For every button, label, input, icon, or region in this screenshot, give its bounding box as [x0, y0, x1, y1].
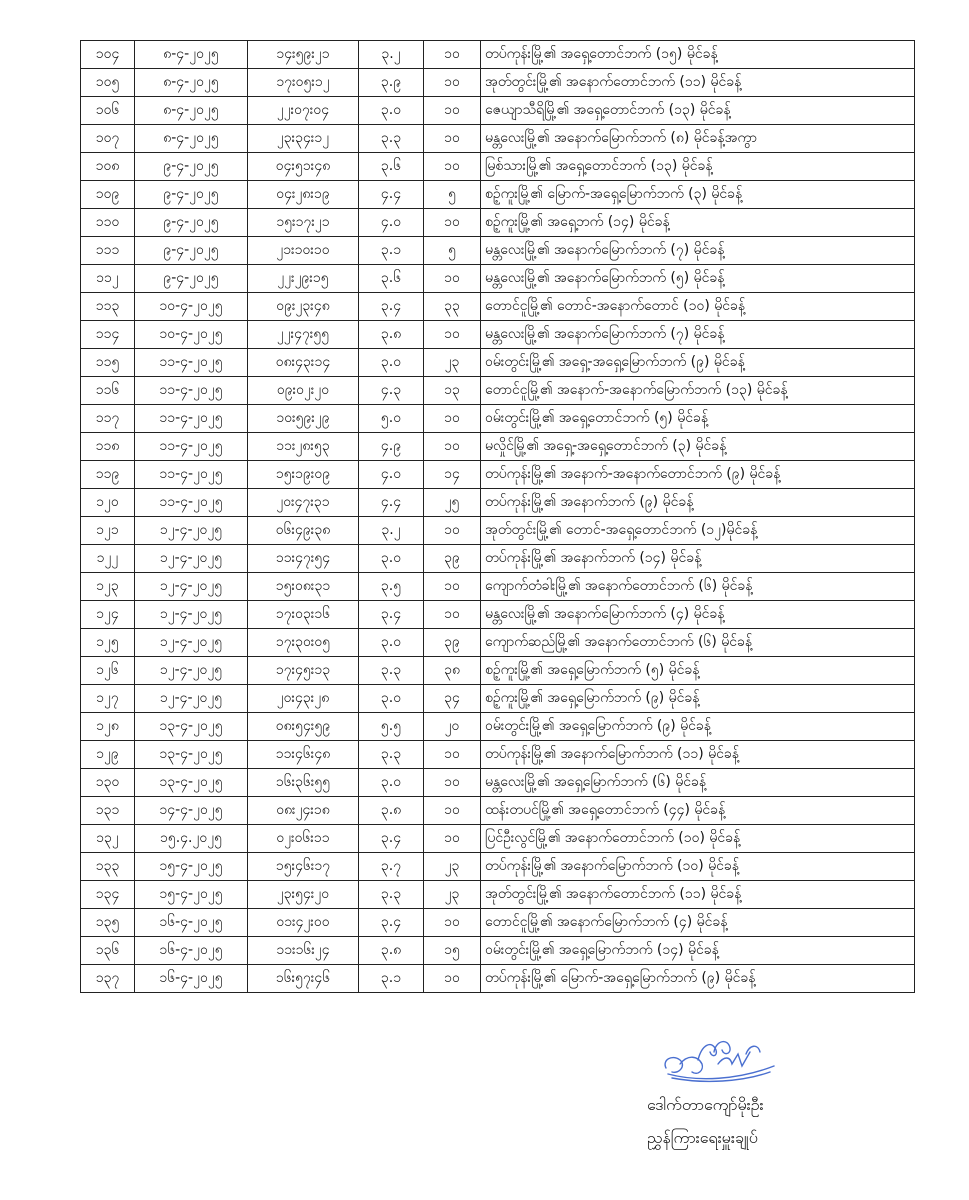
table-row	[81, 293, 915, 321]
table-row	[81, 181, 915, 209]
row-number: ၁၁၃	[81, 293, 135, 321]
table-row	[81, 965, 915, 993]
row-date: ၁၁-၄-၂၀၂၅	[135, 489, 248, 517]
earthquake-table	[80, 40, 915, 993]
row-location: မြစ်သားမြို့၏ အရှေ့တောင်ဘက် (၁၃) မိုင်ခန့်	[481, 153, 915, 181]
row-date: ၁၂-၄-၂၀၂၅	[135, 545, 248, 573]
row-date: ၁၁-၄-၂၀၂၅	[135, 405, 248, 433]
row-time: ၁၆း၃၆း၅၅	[248, 769, 359, 797]
row-time: ၁၇း၃၀း၀၅	[248, 629, 359, 657]
row-depth: ၁၀	[424, 41, 481, 69]
row-time: ၂၂း၄၇း၅၅	[248, 321, 359, 349]
row-number: ၁၀၄	[81, 41, 135, 69]
row-number: ၁၃၅	[81, 909, 135, 937]
table-row	[81, 237, 915, 265]
row-magnitude: ၄.၀	[359, 209, 424, 237]
row-depth: ၂၃	[424, 881, 481, 909]
row-time: ၁၇း၄၅း၁၃	[248, 657, 359, 685]
row-time: ၂၂း၀၇း၀၄	[248, 97, 359, 125]
row-location: တပ်ကုန်းမြို့၏ အနောက်ဘက် (၉) မိုင်ခန့်	[481, 489, 915, 517]
row-location: ကျောက်တံခါးမြို့၏ အနောက်တောင်ဘက် (၆) မိုင်ခန့်	[481, 573, 915, 601]
row-magnitude: ၃.၆	[359, 153, 424, 181]
row-date: ၁၂-၄-၂၀၂၅	[135, 685, 248, 713]
row-number: ၁၀၇	[81, 125, 135, 153]
row-location: ဝမ်းတွင်းမြို့၏ အရှေ့တောင်ဘက် (၅) မိုင်ခန့်	[481, 405, 915, 433]
row-date: ၁၃-၄-၂၀၂၅	[135, 741, 248, 769]
row-date: ၈-၄-၂၀၂၅	[135, 41, 248, 69]
table-row	[81, 601, 915, 629]
row-time: ၁၄း၅၉း၂၁	[248, 41, 359, 69]
row-time: ၂၃း၃၄း၁၂	[248, 125, 359, 153]
row-time: ၁၁း၄၇း၅၄	[248, 545, 359, 573]
row-number: ၁၃၁	[81, 797, 135, 825]
table-row	[81, 125, 915, 153]
row-depth: ၅	[424, 181, 481, 209]
row-location: တပ်ကုန်းမြို့၏ အနောက်-အနောက်တောင်ဘက် (၉) မိုင်ခန့်	[481, 461, 915, 489]
row-time: ၀၈း၂၄း၁၈	[248, 797, 359, 825]
row-date: ၉-၄-၂၀၂၅	[135, 265, 248, 293]
row-magnitude: ၃.၀	[359, 545, 424, 573]
row-date: ၁၁-၄-၂၀၂၅	[135, 349, 248, 377]
row-number: ၁၂၄	[81, 601, 135, 629]
row-date: ၁၃-၄-၂၀၂၅	[135, 769, 248, 797]
row-magnitude: ၃.၄	[359, 293, 424, 321]
table-row	[81, 629, 915, 657]
row-depth: ၁၃	[424, 377, 481, 405]
row-location: မလှိုင်မြို့၏ အရှေ့-အရှေ့တောင်ဘက် (၃) မိုင်ခန့်	[481, 433, 915, 461]
row-magnitude: ၄.၄	[359, 181, 424, 209]
row-date: ၁၀-၄-၂၀၂၅	[135, 293, 248, 321]
row-depth: ၁၀	[424, 433, 481, 461]
row-date: ၁၀-၄-၂၀၂၅	[135, 321, 248, 349]
row-number: ၁၃၄	[81, 881, 135, 909]
row-time: ၂၁း၁၀း၁၀	[248, 237, 359, 265]
row-location: တပ်ကုန်းမြို့၏ အနောက်ဘက် (၁၄) မိုင်ခန့်	[481, 545, 915, 573]
row-depth: ၂၃	[424, 349, 481, 377]
row-magnitude: ၃.၁	[359, 965, 424, 993]
table-row	[81, 209, 915, 237]
table-row	[81, 825, 915, 853]
table-row	[81, 97, 915, 125]
row-time: ၀၁း၄၂း၀၀	[248, 909, 359, 937]
row-date: ၁၃-၄-၂၀၂၅	[135, 713, 248, 741]
row-time: ၁၅း၁၉း၀၉	[248, 461, 359, 489]
row-location: ပြင်ဦးလွင်မြို့၏ အနောက်တောင်ဘက် (၁၀) မိုင်ခန့်	[481, 825, 915, 853]
row-depth: ၁၀	[424, 769, 481, 797]
row-number: ၁၂၆	[81, 657, 135, 685]
row-depth: ၁၀	[424, 909, 481, 937]
row-depth: ၁၀	[424, 517, 481, 545]
row-magnitude: ၃.၃	[359, 741, 424, 769]
row-time: ၁၁း၄၆း၄၈	[248, 741, 359, 769]
row-magnitude: ၃.၀	[359, 97, 424, 125]
row-time: ၁၆း၅၇း၄၆	[248, 965, 359, 993]
table-row	[81, 545, 915, 573]
row-location: တောင်ငူမြို့၏ အနောက်မြောက်ဘက် (၄) မိုင်ခန့်	[481, 909, 915, 937]
row-time: ၁၁း၂၈း၅၃	[248, 433, 359, 461]
row-depth: ၁၀	[424, 965, 481, 993]
row-number: ၁၀၈	[81, 153, 135, 181]
row-magnitude: ၄.၉	[359, 433, 424, 461]
table-row	[81, 881, 915, 909]
signer-title: ညွှန်ကြားရေးမှူးချုပ်	[647, 1128, 758, 1147]
row-date: ၁၂-၄-၂၀၂၅	[135, 657, 248, 685]
row-magnitude: ၄.၄	[359, 489, 424, 517]
row-date: ၈-၄-၂၀၂၅	[135, 97, 248, 125]
row-location: မန္တလေးမြို့၏ အနောက်မြောက်ဘက် (၄) မိုင်ခန့်	[481, 601, 915, 629]
row-magnitude: ၃.၈	[359, 797, 424, 825]
row-number: ၁၀၅	[81, 69, 135, 97]
table-row	[81, 433, 915, 461]
row-magnitude: ၃.၀	[359, 349, 424, 377]
table-row	[81, 41, 915, 69]
row-magnitude: ၅.၅	[359, 713, 424, 741]
row-depth: ၁၀	[424, 573, 481, 601]
row-depth: ၁၀	[424, 97, 481, 125]
row-magnitude: ၃.၆	[359, 265, 424, 293]
row-number: ၁၁၄	[81, 321, 135, 349]
earthquake-table-body	[81, 41, 915, 993]
row-magnitude: ၃.၄	[359, 825, 424, 853]
row-depth: ၁၀	[424, 125, 481, 153]
row-depth: ၁၀	[424, 825, 481, 853]
row-location: အုတ်တွင်းမြို့၏ အနောက်တောင်ဘက် (၁၁) မိုင်ခန့်	[481, 881, 915, 909]
row-date: ၁၅-၄-၂၀၂၅	[135, 881, 248, 909]
row-time: ၁၅း၁၇း၂၁	[248, 209, 359, 237]
row-magnitude: ၃.၄	[359, 909, 424, 937]
table-row	[81, 909, 915, 937]
row-depth: ၁၅	[424, 937, 481, 965]
row-time: ၀၉း၀၂း၂၀	[248, 377, 359, 405]
table-row	[81, 713, 915, 741]
row-date: ၉-၄-၂၀၂၅	[135, 153, 248, 181]
row-location: စဉ့်ကူးမြို့၏ မြောက်-အရှေ့မြောက်ဘက် (၃) မိုင်ခန့်	[481, 181, 915, 209]
row-depth: ၁၀	[424, 265, 481, 293]
row-location: တောင်ငူမြို့၏ တောင်-အနောက်တောင် (၁၀) မိုင်ခန့်	[481, 293, 915, 321]
row-date: ၉-၄-၂၀၂၅	[135, 181, 248, 209]
row-depth: ၂၅	[424, 489, 481, 517]
row-magnitude: ၃.၈	[359, 937, 424, 965]
table-row	[81, 657, 915, 685]
handwritten-signature-icon	[658, 1030, 778, 1086]
row-time: ၁၇း၀၃း၁၆	[248, 601, 359, 629]
row-number: ၁၃၂	[81, 825, 135, 853]
row-location: ဝမ်းတွင်းမြို့၏ အရှေ့-အရှေ့မြောက်ဘက် (၉) မိုင်ခန့်	[481, 349, 915, 377]
row-location: ဝမ်းတွင်းမြို့၏ အရှေ့မြောက်ဘက် (၁၄) မိုင်ခန့်	[481, 937, 915, 965]
table-row	[81, 265, 915, 293]
row-depth: ၂၀	[424, 713, 481, 741]
row-location: တပ်ကုန်းမြို့၏ အနောက်မြောက်ဘက် (၁၀) မိုင်ခန့်	[481, 853, 915, 881]
row-magnitude: ၃.၇	[359, 853, 424, 881]
row-location: မန္တလေးမြို့၏ အရှေ့မြောက်ဘက် (၆) မိုင်ခန့်	[481, 769, 915, 797]
row-depth: ၁၀	[424, 741, 481, 769]
row-number: ၁၃၆	[81, 937, 135, 965]
row-depth: ၃၉	[424, 629, 481, 657]
row-number: ၁၃၀	[81, 769, 135, 797]
row-date: ၁၂-၄-၂၀၂၅	[135, 629, 248, 657]
row-location: အုတ်တွင်းမြို့၏ အနောက်တောင်ဘက် (၁၁) မိုင်ခန့်	[481, 69, 915, 97]
row-number: ၁၂၂	[81, 545, 135, 573]
row-number: ၁၁၈	[81, 433, 135, 461]
row-time: ၁၁း၁၆း၂၄	[248, 937, 359, 965]
row-time: ၂၃း၅၄း၂၀	[248, 881, 359, 909]
row-date: ၁၁-၄-၂၀၂၅	[135, 377, 248, 405]
row-depth: ၃၈	[424, 657, 481, 685]
table-row	[81, 797, 915, 825]
row-magnitude: ၄.၀	[359, 461, 424, 489]
table-row	[81, 741, 915, 769]
row-magnitude: ၃.၃	[359, 657, 424, 685]
row-depth: ၁၀	[424, 797, 481, 825]
row-time: ၀၄း၅၁း၄၈	[248, 153, 359, 181]
row-depth: ၁၀	[424, 153, 481, 181]
row-time: ၁၀း၅၉း၂၉	[248, 405, 359, 433]
row-time: ၀၄း၂၈း၁၉	[248, 181, 359, 209]
row-number: ၁၁၀	[81, 209, 135, 237]
table-row	[81, 461, 915, 489]
row-date: ၁၆-၄-၂၀၂၅	[135, 909, 248, 937]
row-date: ၁၂-၄-၂၀၂၅	[135, 573, 248, 601]
row-number: ၁၁၅	[81, 349, 135, 377]
row-magnitude: ၃.၀	[359, 629, 424, 657]
row-date: ၁၁-၄-၂၀၂၅	[135, 433, 248, 461]
table-row	[81, 685, 915, 713]
row-depth: ၅	[424, 237, 481, 265]
table-row	[81, 573, 915, 601]
row-number: ၁၀၆	[81, 97, 135, 125]
row-number: ၁၂၁	[81, 517, 135, 545]
table-row	[81, 349, 915, 377]
table-row	[81, 489, 915, 517]
row-number: ၁၂၅	[81, 629, 135, 657]
row-date: ၉-၄-၂၀၂၅	[135, 237, 248, 265]
row-magnitude: ၃.၂	[359, 517, 424, 545]
row-magnitude: ၃.၂	[359, 41, 424, 69]
row-date: ၉-၄-၂၀၂၅	[135, 209, 248, 237]
row-depth: ၁၀	[424, 69, 481, 97]
row-depth: ၁၀	[424, 209, 481, 237]
row-depth: ၃၉	[424, 545, 481, 573]
table-row	[81, 769, 915, 797]
table-row	[81, 377, 915, 405]
row-location: အုတ်တွင်းမြို့၏ တောင်-အရှေ့တောင်ဘက် (၁၂)မိုင်ခန့်	[481, 517, 915, 545]
row-time: ၁၇း၀၅း၁၂	[248, 69, 359, 97]
row-location: တပ်ကုန်းမြို့၏ အနောက်မြောက်ဘက် (၁၁) မိုင်ခန့်	[481, 741, 915, 769]
row-time: ၀၈း၅၄း၅၉	[248, 713, 359, 741]
row-location: ထန်းတပင်မြို့၏ အရှေ့တောင်ဘက် (၄၄) မိုင်ခန့်	[481, 797, 915, 825]
row-magnitude: ၅.၀	[359, 405, 424, 433]
row-number: ၁၀၉	[81, 181, 135, 209]
row-time: ၀၉း၂၃း၄၈	[248, 293, 359, 321]
row-location: ဝမ်းတွင်းမြို့၏ အရှေ့မြောက်ဘက် (၉) မိုင်ခန့်	[481, 713, 915, 741]
row-number: ၁၃၃	[81, 853, 135, 881]
row-location: စဉ့်ကူးမြို့၏ အရှေ့မြောက်ဘက် (၅) မိုင်ခန့်	[481, 657, 915, 685]
table-row	[81, 937, 915, 965]
row-number: ၁၁၁	[81, 237, 135, 265]
table-row	[81, 405, 915, 433]
row-date: ၁၆-၄-၂၀၂၅	[135, 937, 248, 965]
table-row	[81, 853, 915, 881]
row-time: ၀၂း၀၆း၁၁	[248, 825, 359, 853]
row-location: ကျောက်ဆည်မြို့၏ အနောက်တောင်ဘက် (၆) မိုင်ခန့်	[481, 629, 915, 657]
row-location: တပ်ကုန်းမြို့၏ အရှေ့တောင်ဘက် (၁၅) မိုင်ခန့်	[481, 41, 915, 69]
signer-name: ဒေါက်တာကျော်မိုးဦး	[647, 1095, 764, 1114]
table-row	[81, 153, 915, 181]
row-number: ၁၁၇	[81, 405, 135, 433]
row-magnitude: ၃.၄	[359, 601, 424, 629]
row-depth: ၁၀	[424, 405, 481, 433]
row-depth: ၁၀	[424, 601, 481, 629]
row-date: ၁၂-၄-၂၀၂၅	[135, 601, 248, 629]
row-location: မန္တလေးမြို့၏ အနောက်မြောက်ဘက် (၇) မိုင်ခန့်	[481, 237, 915, 265]
row-date: ၈-၄-၂၀၂၅	[135, 69, 248, 97]
table-row	[81, 321, 915, 349]
row-time: ၁၅း၄၆း၁၇	[248, 853, 359, 881]
row-number: ၁၂၉	[81, 741, 135, 769]
row-location: စဉ့်ကူးမြို့၏ အရှေ့ဘက် (၁၄) မိုင်ခန့်	[481, 209, 915, 237]
row-number: ၁၁၆	[81, 377, 135, 405]
row-magnitude: ၃.၃	[359, 125, 424, 153]
row-depth: ၁၀	[424, 321, 481, 349]
row-time: ၂၀း၄၃း၂၈	[248, 685, 359, 713]
row-magnitude: ၃.၃	[359, 881, 424, 909]
row-number: ၁၂၀	[81, 489, 135, 517]
row-date: ၁၆-၄-၂၀၂၅	[135, 965, 248, 993]
row-number: ၁၁၂	[81, 265, 135, 293]
row-number: ၁၂၈	[81, 713, 135, 741]
row-location: စဉ့်ကူးမြို့၏ အရှေ့မြောက်ဘက် (၉) မိုင်ခန့်	[481, 685, 915, 713]
row-date: ၁၅.၄.၂၀၂၅	[135, 825, 248, 853]
row-location: မန္တလေးမြို့၏ အနောက်မြောက်ဘက် (၅) မိုင်ခန့်	[481, 265, 915, 293]
row-number: ၁၁၉	[81, 461, 135, 489]
row-location: မန္တလေးမြို့၏ အနောက်မြောက်ဘက် (၇) မိုင်ခန့်	[481, 321, 915, 349]
row-magnitude: ၃.၈	[359, 321, 424, 349]
row-magnitude: ၃.၁	[359, 237, 424, 265]
row-number: ၁၃၇	[81, 965, 135, 993]
row-time: ၂၀း၄၇း၃၁	[248, 489, 359, 517]
row-depth: ၃၄	[424, 685, 481, 713]
row-time: ၂၂း၂၉း၁၅	[248, 265, 359, 293]
row-depth: ၂၃	[424, 853, 481, 881]
row-magnitude: ၃.၀	[359, 769, 424, 797]
table-row	[81, 517, 915, 545]
row-magnitude: ၃.၀	[359, 685, 424, 713]
row-date: ၈-၄-၂၀၂၅	[135, 125, 248, 153]
row-depth: ၁၄	[424, 461, 481, 489]
row-magnitude: ၄.၃	[359, 377, 424, 405]
row-depth: ၃၃	[424, 293, 481, 321]
row-date: ၁၅-၄-၂၀၂၅	[135, 853, 248, 881]
row-time: ၁၅း၀၈း၃၁	[248, 573, 359, 601]
row-date: ၁၂-၄-၂၀၂၅	[135, 517, 248, 545]
row-time: ၀၆း၄၉း၃၈	[248, 517, 359, 545]
row-number: ၁၂၃	[81, 573, 135, 601]
row-time: ၀၈း၄၃း၁၄	[248, 349, 359, 377]
row-magnitude: ၃.၅	[359, 573, 424, 601]
row-magnitude: ၃.၉	[359, 69, 424, 97]
row-location: မန္တလေးမြို့၏ အနောက်မြောက်ဘက် (၈) မိုင်ခန့်အကွာ	[481, 125, 915, 153]
table-row	[81, 69, 915, 97]
row-date: ၁၁-၄-၂၀၂၅	[135, 461, 248, 489]
row-date: ၁၄-၄-၂၀၂၅	[135, 797, 248, 825]
row-location: ဇေယျာသီရိမြို့၏ အရှေ့တောင်ဘက် (၁၃) မိုင်ခန့်	[481, 97, 915, 125]
row-location: တောင်ငူမြို့၏ အနောက်-အနောက်မြောက်ဘက် (၁၃) မိုင်ခန့်	[481, 377, 915, 405]
row-location: တပ်ကုန်းမြို့၏ မြောက်-အရှေ့မြောက်ဘက် (၉) မိုင်ခန့်	[481, 965, 915, 993]
row-number: ၁၂၇	[81, 685, 135, 713]
